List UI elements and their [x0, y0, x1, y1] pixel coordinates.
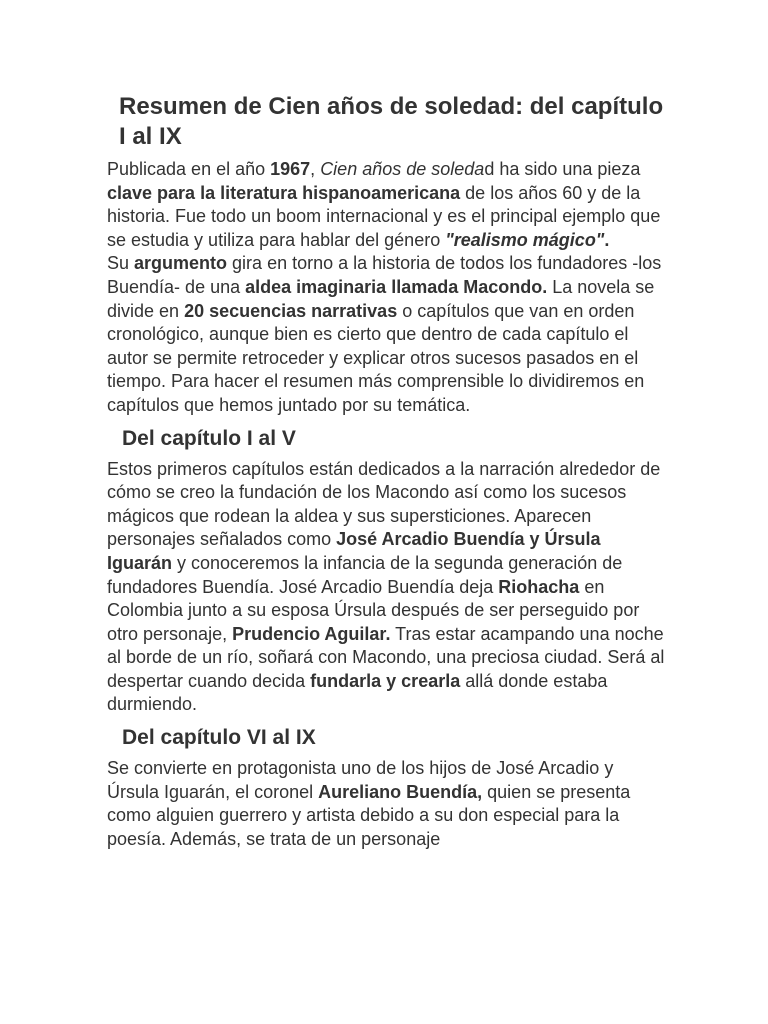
- section-2-paragraph: Se convierte en protagonista uno de los hijos de José Arcadio y Úrsula Iguarán, el coronel Aureliano Buendía, quien se presenta como alguien guerrero y artista debido a su don especial para la poesía. Además, se trata de un personaje: [107, 758, 631, 849]
- section-1-paragraph: Estos primeros capítulos están dedicados a la narración alrededor de cómo se creo la fundación de los Macondo así como los sucesos mágicos que rodean la aldea y sus supersticiones. Aparecen personajes señalados como José Arcadio Buendía y Úrsula Iguarán y conoceremos la infancia de la segunda generación de fundadores Buendía. José Arcadio Buendía deja Riohacha en Colombia junto a su esposa Úrsula después de ser perseguido por otro personaje, Prudencio Aguilar. Tras estar acampando una noche al borde de un río, soñará con Macondo, una preciosa ciudad. Será al despertar cuando decida fundarla y crearla allá donde estaba durmiendo.: [107, 458, 665, 715]
- intro-paragraph-1: Publicada en el año 1967, Cien años de soledad ha sido una pieza clave para la literatura hispanoamericana de los años 60 y de la historia. Fue todo un boom internacional y es el principal ejemplo que se estudia y utiliza para hablar del género "realismo mágico".: [107, 159, 661, 250]
- intro-paragraph-2: Su argumento gira en torno a la historia de todos los fundadores -los Buendía- de una aldea imaginaria llamada Macondo. La novela se divide en 20 secuencias narrativas o capítulos que van en orden cronológico, aunque bien es cierto que dentro de cada capítulo el autor se permite retroceder y explicar otros sucesos pasados en el tiempo. Para hacer el resumen más comprensible lo dividiremos en capítulos que hemos juntado por su temática.: [107, 253, 662, 415]
- section-heading-chapters-6-9: Del capítulo VI al IX: [122, 726, 316, 750]
- section-heading-chapters-1-5: Del capítulo I al V: [122, 426, 296, 450]
- page-title: Resumen de Cien años de soledad: del capítulo I al IX: [119, 93, 664, 150]
